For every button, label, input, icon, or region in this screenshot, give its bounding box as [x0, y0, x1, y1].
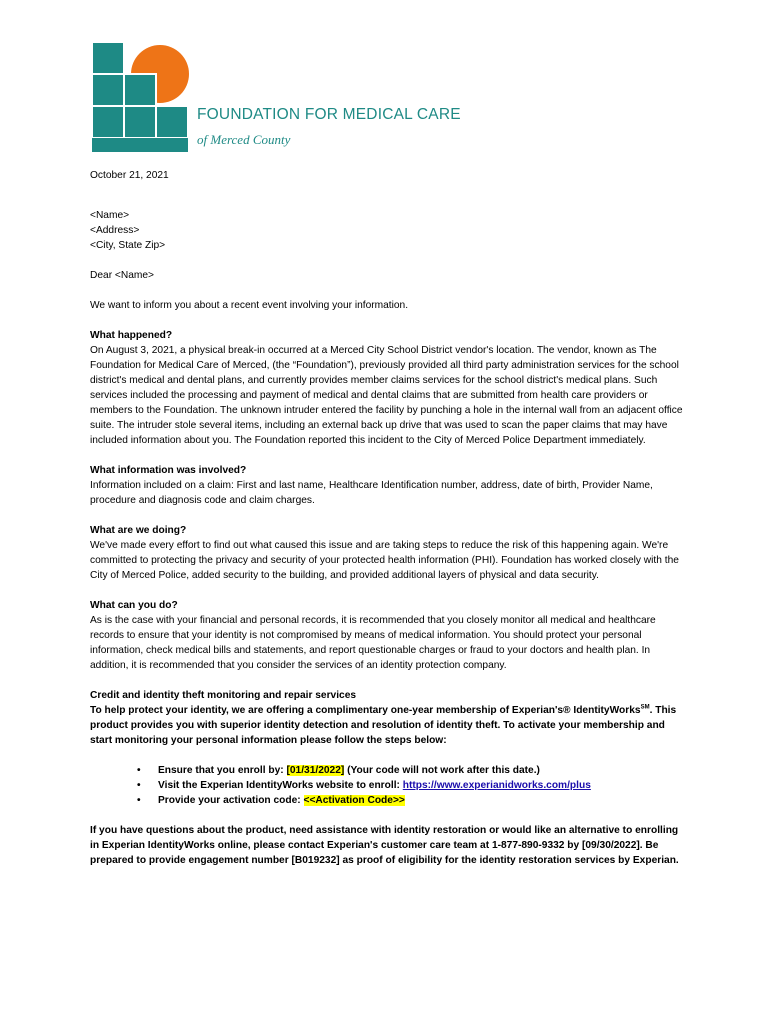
service-mark: SM [640, 704, 650, 711]
logo-mark [90, 40, 190, 155]
step-activation-code [158, 793, 685, 808]
step-visit-website [158, 778, 685, 793]
credit-monitoring-text [90, 703, 685, 748]
logo-org-subtitle: of Merced County [197, 132, 291, 147]
step-enroll-by [158, 763, 685, 778]
section-text-what-can-you-do: As is the case with your financial and personal records, it is recommended that you closely monitor all medical and healthcare records to ensure that your identity is not compromised by means of medical information. You should protect your personal information, check medical bills and statements, and report questionable charges or fraud to your doctors and health plan. In addition, it is recommended that you consider the services of an identity protection company. [90, 615, 656, 671]
section-heading-what-can-you-do: What can you do? [90, 600, 178, 611]
section-heading-what-happened: What happened? [90, 330, 173, 341]
section-heading-information-involved: What information was involved? [90, 465, 247, 476]
experian-enroll-link[interactable]: https://www.experianidworks.com/plus [402, 780, 591, 791]
enroll-deadline-date: [01/31/2022] [286, 765, 345, 776]
logo-org-name: FOUNDATION FOR MEDICAL CARE [197, 106, 461, 123]
foundation-logo [90, 40, 461, 155]
enrollment-steps-list [90, 763, 685, 808]
section-text-what-happened: On August 3, 2021, a physical break-in occurred at a Merced City School District vendor's location. The vendor, known as The Foundation for Medical Care of Merced, (the “Foundation”), previously provided all third party administration services for the school district's medical and dental plans, and currently provides member claims services for the school district's medical plans. Such services included the processing and payment of medical and dental claims that are submitted from health care providers or members to the Foundation. The unknown intruder entered the facility by punching a hole in the internal wall from an adjacent office suite. The intruder stole several items, including an external back up drive that was used to scan the paper claims that may have included information about you. The Foundation reported this incident to the City of Merced Police Department immediately. [90, 345, 683, 446]
step-enroll-note: (Your code will not work after this date.) [344, 765, 540, 776]
salutation: Dear <Name> [90, 270, 154, 281]
recipient-name: <Name> [90, 210, 130, 221]
step-code-label: Provide your activation code: [158, 795, 304, 806]
credit-text-main: To help protect your identity, we are offering a complimentary one-year membership of Experian's® IdentityWorks [90, 705, 641, 716]
intro-paragraph: We want to inform you about a recent event involving your information. [90, 300, 409, 311]
section-heading-what-we-are-doing: What are we doing? [90, 525, 187, 536]
closing-paragraph: If you have questions about the product, need assistance with identity restoration or would like an alternative to enrolling in Experian IdentityWorks online, please contact Experian's customer care team at 1-877-890-9332 by [09/30/2022]. Be prepared to provide engagement number [B019232] as proof of eligibility for the identity restoration services by Experian. [90, 825, 679, 866]
step-enroll-label: Ensure that you enroll by: [158, 765, 287, 776]
credit-text-rest: . This product provides you with superior identity detection and resolution of identity theft. To activate your membership and start monitoring your personal information please follow the steps below: [90, 705, 677, 746]
activation-code-value: <<Activation Code>> [303, 795, 405, 806]
letter-body [90, 168, 685, 868]
credit-monitoring-heading: Credit and identity theft monitoring and repair services [90, 690, 357, 701]
section-text-information-involved: Information included on a claim: First and last name, Healthcare Identification number, address, date of birth, Provider Name, procedure and diagnosis code and claim charges. [90, 480, 653, 506]
letter-date: October 21, 2021 [90, 170, 169, 181]
step-visit-label: Visit the Experian IdentityWorks website to enroll: [158, 780, 403, 791]
section-text-what-we-are-doing: We've made every effort to find out what caused this issue and are taking steps to reduce the risk of this happening again. We're committed to protecting the privacy and security of your protected health information (PHI). Foundation has worked closely with the City of Merced Police, added security to the building, and provided additional layers of physical and data security. [90, 540, 679, 581]
recipient-city: <City, State Zip> [90, 240, 166, 251]
recipient-address: <Address> [90, 225, 140, 236]
